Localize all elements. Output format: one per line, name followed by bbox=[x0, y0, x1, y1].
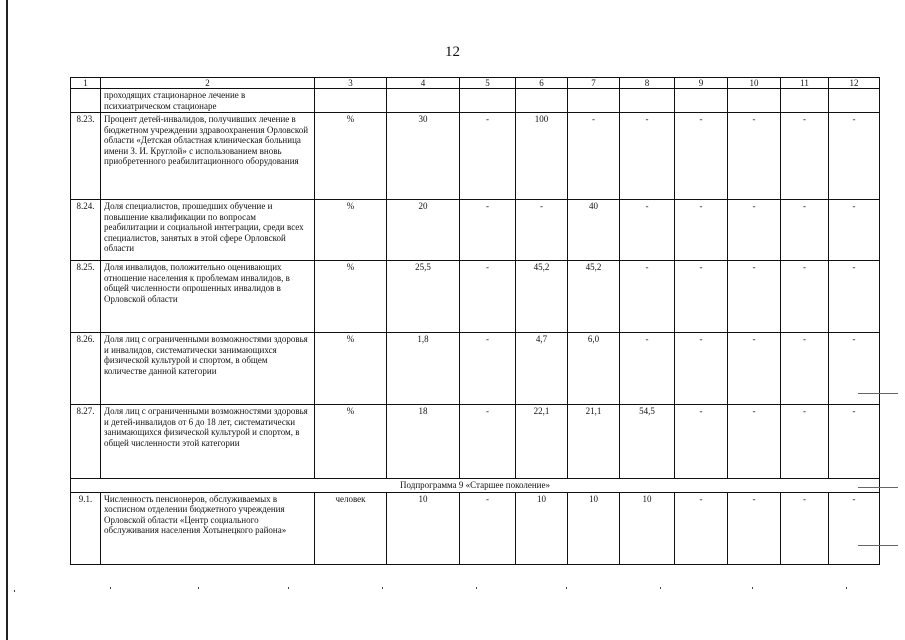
column-number: 4 bbox=[387, 78, 460, 89]
value-cell: 30 bbox=[387, 113, 460, 200]
column-number: 5 bbox=[460, 78, 516, 89]
unit-cell: % bbox=[315, 405, 387, 479]
value-cell bbox=[460, 89, 516, 113]
column-number: 3 bbox=[315, 78, 387, 89]
row-number: 8.23. bbox=[71, 113, 101, 200]
value-cell: - bbox=[829, 333, 880, 405]
row-number: 8.24. bbox=[71, 200, 101, 261]
indicator-name: Процент детей-инвалидов, получивших лечение в бюджетном учреждении здравоохранения Орловской области «Детская областная клиническая больница имени З. И. Круглой» с использованием вновь приобретенного реабилитационного оборудования bbox=[101, 113, 315, 200]
unit-cell: % bbox=[315, 261, 387, 333]
value-cell: - bbox=[620, 200, 675, 261]
value-cell: - bbox=[781, 261, 829, 333]
value-cell: - bbox=[781, 333, 829, 405]
column-number: 8 bbox=[620, 78, 675, 89]
subprogram-title: Подпрограмма 9 «Старшее поколение» bbox=[71, 479, 880, 493]
value-cell: 10 bbox=[387, 492, 460, 564]
value-cell: - bbox=[460, 200, 516, 261]
value-cell bbox=[829, 89, 880, 113]
unit-cell: % bbox=[315, 333, 387, 405]
scan-mark bbox=[288, 587, 289, 589]
value-cell: 100 bbox=[516, 113, 568, 200]
scan-mark bbox=[858, 393, 898, 394]
value-cell: 10 bbox=[568, 492, 620, 564]
unit-cell bbox=[315, 89, 387, 113]
value-cell: - bbox=[728, 261, 781, 333]
value-cell: - bbox=[829, 405, 880, 479]
unit-cell: % bbox=[315, 113, 387, 200]
scan-mark bbox=[198, 587, 199, 589]
value-cell bbox=[675, 89, 728, 113]
unit-cell: человек bbox=[315, 492, 387, 564]
value-cell: - bbox=[460, 261, 516, 333]
value-cell: - bbox=[460, 405, 516, 479]
value-cell: - bbox=[516, 200, 568, 261]
value-cell: 25,5 bbox=[387, 261, 460, 333]
value-cell: - bbox=[829, 492, 880, 564]
value-cell: - bbox=[675, 113, 728, 200]
value-cell bbox=[568, 89, 620, 113]
table-row-continuation bbox=[71, 89, 880, 113]
value-cell: 40 bbox=[568, 200, 620, 261]
value-cell: 10 bbox=[516, 492, 568, 564]
column-number: 6 bbox=[516, 78, 568, 89]
value-cell: 1,8 bbox=[387, 333, 460, 405]
value-cell: - bbox=[620, 261, 675, 333]
value-cell: - bbox=[728, 492, 781, 564]
value-cell: 45,2 bbox=[516, 261, 568, 333]
scan-mark bbox=[846, 587, 847, 589]
value-cell bbox=[781, 89, 829, 113]
indicators-table bbox=[70, 77, 880, 565]
indicator-name: Доля инвалидов, положительно оценивающих отношение населения к проблемам инвалидов, в общей численности опрошенных инвалидов в Орловской области bbox=[101, 261, 315, 333]
unit-cell: % bbox=[315, 200, 387, 261]
value-cell: - bbox=[620, 333, 675, 405]
column-number: 9 bbox=[675, 78, 728, 89]
column-number: 2 bbox=[101, 78, 315, 89]
value-cell: - bbox=[460, 113, 516, 200]
value-cell: - bbox=[728, 200, 781, 261]
table-row bbox=[71, 405, 880, 479]
row-number: 8.26. bbox=[71, 333, 101, 405]
scan-mark bbox=[110, 587, 111, 589]
value-cell: - bbox=[675, 200, 728, 261]
value-cell: - bbox=[675, 333, 728, 405]
row-number: 8.27. bbox=[71, 405, 101, 479]
value-cell: 18 bbox=[387, 405, 460, 479]
value-cell: - bbox=[781, 492, 829, 564]
value-cell bbox=[728, 89, 781, 113]
value-cell: 21,1 bbox=[568, 405, 620, 479]
column-number: 11 bbox=[781, 78, 829, 89]
indicator-name: Доля лиц с ограниченными возможностями здоровья и детей-инвалидов от 6 до 18 лет, систематически занимающихся физической культурой и спортом, в общей численности этой категории bbox=[101, 405, 315, 479]
value-cell: - bbox=[781, 200, 829, 261]
value-cell: - bbox=[675, 492, 728, 564]
value-cell: - bbox=[675, 405, 728, 479]
scan-mark bbox=[660, 587, 661, 589]
value-cell: 4,7 bbox=[516, 333, 568, 405]
value-cell: - bbox=[460, 333, 516, 405]
value-cell: - bbox=[829, 200, 880, 261]
column-number: 7 bbox=[568, 78, 620, 89]
column-number: 12 bbox=[829, 78, 880, 89]
value-cell bbox=[620, 89, 675, 113]
value-cell: 22,1 bbox=[516, 405, 568, 479]
indicator-name: проходящих стационарное лечение в психиатрическом стационаре bbox=[101, 89, 315, 113]
value-cell: - bbox=[728, 333, 781, 405]
row-number: 9.1. bbox=[71, 492, 101, 564]
table-row bbox=[71, 261, 880, 333]
scan-mark bbox=[382, 587, 383, 589]
row-number: 8.25. bbox=[71, 261, 101, 333]
scan-mark bbox=[14, 590, 15, 592]
value-cell: 10 bbox=[620, 492, 675, 564]
page-number: 12 bbox=[445, 44, 460, 60]
column-number: 1 bbox=[71, 78, 101, 89]
indicator-name: Доля специалистов, прошедших обучение и повышение квалификации по вопросам реабилитации и социальной интеграции, среди всех специалистов, занятых в этой сфере Орловской области bbox=[101, 200, 315, 261]
table-row bbox=[71, 113, 880, 200]
value-cell: - bbox=[675, 261, 728, 333]
value-cell: - bbox=[781, 113, 829, 200]
value-cell: 6,0 bbox=[568, 333, 620, 405]
value-cell: - bbox=[460, 492, 516, 564]
value-cell: - bbox=[728, 405, 781, 479]
scan-mark bbox=[476, 587, 477, 589]
value-cell bbox=[516, 89, 568, 113]
scan-mark bbox=[752, 587, 753, 589]
value-cell: - bbox=[620, 113, 675, 200]
indicator-name: Доля лиц с ограниченными возможностями здоровья и инвалидов, систематически занимающихся физической культурой и спортом, в общем количестве данной категории bbox=[101, 333, 315, 405]
scan-mark bbox=[858, 487, 898, 488]
column-number-row bbox=[71, 78, 880, 89]
value-cell: 54,5 bbox=[620, 405, 675, 479]
table-row bbox=[71, 333, 880, 405]
value-cell: - bbox=[781, 405, 829, 479]
table-row bbox=[71, 492, 880, 564]
value-cell: - bbox=[829, 261, 880, 333]
value-cell: - bbox=[568, 113, 620, 200]
value-cell: 20 bbox=[387, 200, 460, 261]
value-cell bbox=[387, 89, 460, 113]
value-cell: 45,2 bbox=[568, 261, 620, 333]
row-number bbox=[71, 89, 101, 113]
column-number: 10 bbox=[728, 78, 781, 89]
table-row bbox=[71, 200, 880, 261]
value-cell: - bbox=[728, 113, 781, 200]
indicator-name: Численность пенсионеров, обслуживаемых в хосписном отделении бюджетного учреждения Орловской области «Центр социального обслуживания населения Хотынецкого района» bbox=[101, 492, 315, 564]
subprogram-row bbox=[71, 479, 880, 493]
scan-left-edge bbox=[6, 0, 8, 640]
value-cell: - bbox=[829, 113, 880, 200]
scan-mark bbox=[858, 545, 898, 546]
scan-mark bbox=[566, 587, 567, 589]
